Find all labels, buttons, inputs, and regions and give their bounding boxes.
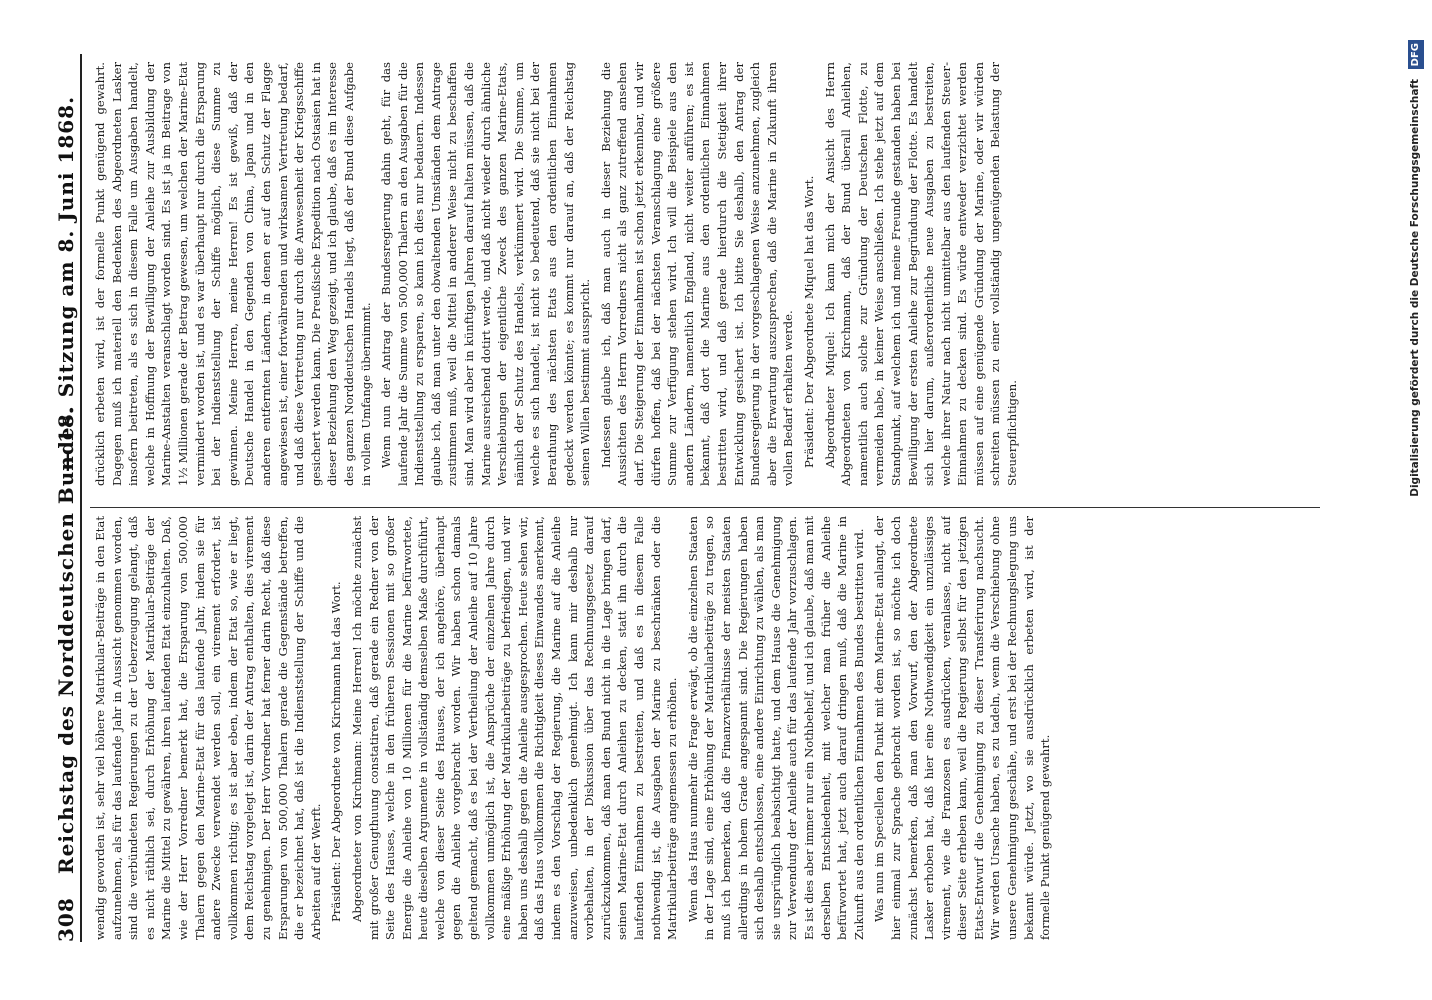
left-column (92, 516, 1352, 940)
paragraph: Wenn das Haus nunmehr die Frage erwägt, ob die einzelnen Staaten in der Lage sind, eine Erhöhung der Matrikularbeiträge zu tragen, so muß ich bemerken, daß die Finanzverhältnisse der meisten Staaten allerdings in hohem Grade angespannt sind. Die Regierungen haben sich deshalb entschlossen, eine andere Einrichtung zu wählen, als man sie ursprünglich beabsichtigt hatte, und dem Hause die Genehmigung zur Verwendung der Anleihe auch für das laufende Jahr vorzuschlagen. Es ist dies aber immer nur ein Nothbehelf, und ich glaube, daß man mit derselben Entschiedenheit, mit welcher man früher die Anleihe befürwortet hat, jetzt auch darauf dringen muß, daß die Marine in Zukunft aus den ordentlichen Einnahmen des Bundes bestritten wird. (685, 516, 866, 940)
right-column (92, 62, 1352, 486)
paragraph: Was nun im Speciellen den Punkt mit dem Marine-Etat anlangt, der hier einmal zur Sprache gebracht worden ist, so möchte ich doch zunächst bemerken, daß man den Vorwurf, den der Abgeordnete Lasker erhoben hat, daß hier eine Nothwendigkeit ein unzulässiges virement, wie die Franzosen es ausdrücken, veranlasse, nicht auf dieser Seite erheben kann, weil die Regierung selbst für den jetzigen Etats-Entwurf die Genehmigung zu dieser Transferirung nachsucht. Wir werden Ursache haben, es zu tadeln, wenn die Verschiebung ohne unsere Genehmigung geschähe, und erst bei der Rechnungslegung uns bekannt würde. Jetzt, wo sie ausdrücklich erbeten wird, ist der formelle Punkt genügend gewahrt. (872, 516, 1053, 940)
running-title-right: — 18. Sitzung am 8. Juni 1868. (54, 95, 78, 472)
page-number: 308 (54, 897, 78, 942)
dfg-logo: DFG (1408, 40, 1424, 69)
credit-line (1404, 40, 1426, 960)
paragraph: wendig geworden ist, sehr viel höhere Matrikular-Beiträge in den Etat aufzunehmen, als für das laufende Jahr in Aussicht genommen worden, sind die verbündeten Regierungen zu der Ueberzeugung gelangt, daß es nicht räthlich sei, durch Erhöhung der Matrikular-Beiträge der Marine die Mittel zu gewähren, ihren laufenden Etat einzuhalten. Daß, wie der Herr Vorredner bemerkt hat, die Ersparung von 500,000 Thalern gegen den Marine-Etat für das laufende Jahr, indem sie für andere Zwecke verwendet werden soll, ein virement erfordert, ist vollkommen richtig; es ist aber eben, indem der Etat so, wie er liegt, dem Reichstag vorgelegt ist, darin der Antrag enthalten, dies virement zu genehmigen. Der Herr Vorredner hat ferner darin Recht, daß diese Ersparungen von 500,000 Thalern gerade die Gegenstände betreffen, die er bezeichnet hat, daß ist die Indienststellung der Schiffe und die Arbeiten auf der Werft. (93, 516, 323, 940)
paragraph: Abgeordneter von Kirchmann: Meine Herren! Ich möchte zunächst mit großer Genugthuung constatiren, daß gerade ein Redner von der Seite des Hauses, welche in den früheren Sessionen mit so großer Energie die Anleihe von 10 Millionen für die Marine befürwortete, heute dieselben Argumente in vollständig demselben Maße durchführt, welche von dieser Seite des Hauses, der ich angehöre, überhaupt gegen die Anleihe vorgebracht worden. Wir haben schon damals geltend gemacht, daß es bei der Vertheilung der Anleihe auf 10 Jahre vollkommen unmöglich ist, die Ansprüche der einzelnen Jahre durch eine mäßige Erhöhung der Matrikularbeiträge zu befriedigen, und wir haben uns deshalb gegen die Anleihe ausgesprochen. Heute sehen wir, daß das Haus vollkommen die Richtigkeit dieses Einwandes anerkennt, indem es den Vorschlag der Regierung, die Marine auf die Anleihe anzuweisen, unbedenklich genehmigt. Ich kann mir deshalb nur vorbehalten, in der Diskussion über das Rechnungsgesetz darauf zurückzukommen, daß man den Bund nicht in die Lage bringen darf, seinen Marine-Etat durch Anleihen zu decken, statt ihn durch die laufenden Einnahmen zu bestreiten, und daß es in diesem Falle nothwendig ist, die Ausgaben der Marine zu beschränken oder die Matrikularbeiträge angemessen zu erhöhen. (349, 516, 680, 940)
running-title-left: Reichstag des Norddeutschen Bundes. (54, 406, 78, 874)
column-divider (90, 507, 1320, 508)
paragraph: Abgeordneter Miquel: Ich kann mich der Ansicht des Herrn Abgeordneten von Kirchmann, daß der Bund überall Anleihen, namentlich auch solche zur Gründung der Deutschen Flotte, zu vermeiden habe, in keiner Weise anschließen. Ich stehe jetzt auf dem Standpunkt, auf welchem ich und meine Freunde gestanden haben bei Bewilligung der ersten Anleihe zur Begründung der Flotte. Es handelt sich hier darum, außerordentliche neue Ausgaben zu bestreiten, welche ihrer Natur nach nicht unmittelbar aus den laufenden Steuer-Einnahmen zu decken sind. Es würde entweder verzichtet werden müssen auf eine genügende Gründung der Marine, oder wir würden schreiten müssen zu einer vollständig ungenügenden Belastung der Steuerpflichtigen. (822, 62, 1020, 486)
speaker-paragraph: Präsident: Der Abgeordnete Miquel hat das Wort. (801, 175, 816, 468)
paragraph: drücklich erbeten wird, ist der formelle Punkt genügend gewahrt. Dagegen muß ich materiell den Bedenken des Abgeordneten Lasker insofern beitreten, als es sich in diesem Falle um Ausgaben handelt, welche in Hoffnung der Bewilligung der Anleihe zur Ausbildung der Marine-Anstalten veranschlagt worden sind. Es ist ja im Beitrage von 1½ Millionen gerade der Betrag gewesen, um welchen der Marine-Etat vermindert worden ist, und es war überhaupt nur durch die Ersparung bei der Indienststellung der Schiffe möglich, diese Summe zu gewinnen. Meine Herren, meine Herren! Es ist gewiß, daß der Deutsche Handel in den Gegenden von China, Japan und in den anderen entfernten Ländern, in denen er auf den Schutz der Flagge angewiesen ist, einer fortwährenden und wirksamen Vertretung bedarf, und daß diese Vertretung nur durch die Anwesenheit der Kriegsschiffe gesichert werden kann. Die Preußische Expedition nach Ostasien hat in dieser Beziehung den Weg gezeigt, und ich glaube, daß es im Interesse des ganzen Norddeutschen Handels liegt, daß der Bund diese Aufgabe in vollem Umfange übernimmt. (93, 62, 373, 486)
speaker-paragraph: Präsident: Der Abgeordnete von Kirchmann hat das Wort. (329, 581, 344, 922)
page-header (52, 54, 82, 942)
paragraph: Indessen glaube ich, daß man auch in dieser Beziehung die Aussichten des Herrn Vorredners nicht als ganz zutreffend ansehen darf. Die Steigerung der Einnahmen ist schon jetzt erkennbar, und wir dürfen hoffen, daß bei der nächsten Veranschlagung eine größere Summe zur Verfügung stehen wird. Ich will die Beispiele aus den andern Ländern, namentlich England, nicht weiter anführen; es ist bekannt, daß dort die Marine aus den ordentlichen Einnahmen bestritten wird, und daß gerade hierdurch die Stetigkeit ihrer Entwicklung gesichert ist. Ich bitte Sie deshalb, den Antrag der Bundesregierung in der vorgeschlagenen Weise anzunehmen, zugleich aber die Erwartung auszusprechen, daß die Marine in Zukunft ihren vollen Bedarf erhalten werde. (598, 62, 796, 486)
digitization-credit (1404, 40, 1426, 960)
credit-text: Digitalisierung gefördert durch die Deutsche Forschungsgemeinschaft (1409, 79, 1421, 497)
paragraph: Wenn nun der Antrag der Bundesregierung dahin geht, für das laufende Jahr die Summe von 500,000 Thalern an den Ausgaben für die Indienststellung zu ersparen, so kann ich dies nur bedauern. Indessen glaube ich, daß man unter den obwaltenden Umständen dem Antrage zustimmen muß, weil die Mittel in anderer Weise nicht zu beschaffen sind. Man wird aber in künftigen Jahren darauf halten müssen, daß die Marine ausreichend dotirt werde, und daß nicht wieder durch ähnliche Verschiebungen der eigentliche Zweck des ganzen Marine-Etats, nämlich der Schutz des Handels, verkümmert wird. Die Summe, um welche es sich handelt, ist nicht so bedeutend, daß sie nicht bei der Berathung des nächsten Etats aus den ordentlichen Einnahmen gedeckt werden könnte; es kommt nur darauf an, daß der Reichstag seinen Willen bestimmt ausspricht. (379, 62, 593, 486)
